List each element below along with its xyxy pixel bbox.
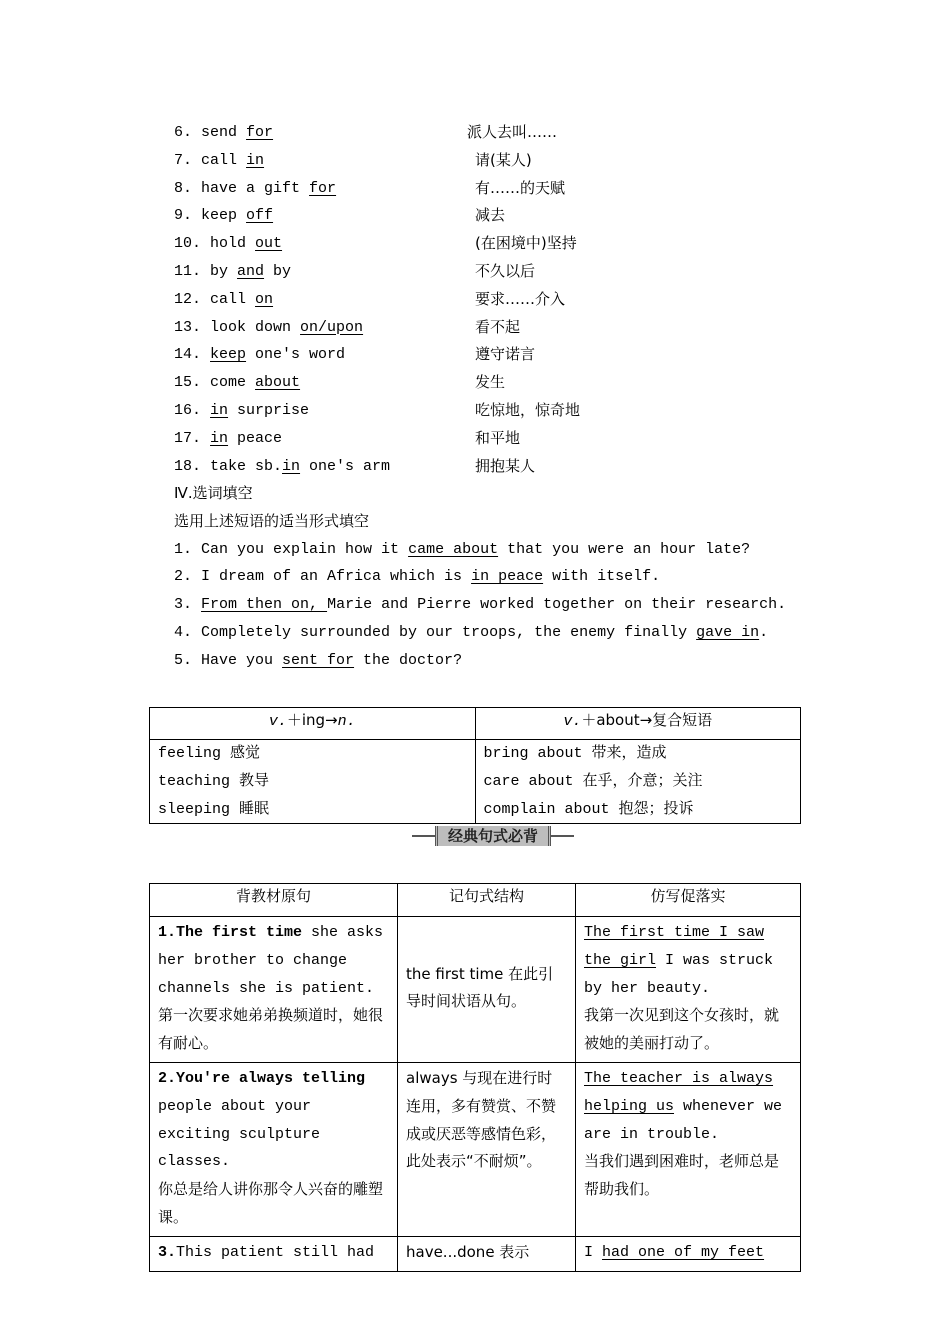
- fill-in-item: [174, 619, 834, 647]
- phrase-english: [174, 341, 345, 369]
- banner-title: 经典句式必背: [435, 826, 551, 846]
- phrase-text: keep: [192, 207, 247, 225]
- word-entry: teaching 教导: [158, 772, 270, 790]
- phrase-keyword: and: [237, 262, 265, 280]
- sentence-row: [150, 917, 801, 1063]
- fill-in-item: [174, 563, 834, 591]
- imitation-text: I was struck by her beauty.: [584, 951, 774, 997]
- original-sentence-cell: [150, 917, 398, 1063]
- item-text: Marie and Pierre worked together on their research.: [327, 596, 787, 614]
- phrase-meaning: 和平地: [475, 428, 521, 447]
- phrase-meaning: (在困境中)坚持: [475, 234, 577, 253]
- item-number: 5.: [174, 651, 193, 669]
- phrase-text: come: [201, 374, 256, 392]
- word-entry: sleeping 睡眠: [158, 800, 270, 818]
- phrase-meaning: 要求……介入: [475, 289, 566, 308]
- phrase-meaning: 发生: [475, 373, 506, 392]
- section-banner: [412, 826, 574, 846]
- fill-in-items: [174, 536, 834, 675]
- phrase-keyword: for: [309, 179, 337, 197]
- imitation-text: whenever we are in trouble.: [584, 1097, 783, 1143]
- phrase-text: [201, 402, 210, 419]
- word-entry: bring about 带来，造成: [483, 745, 667, 762]
- original-text: This patient still had: [176, 1243, 375, 1261]
- section-fill-in: [174, 480, 834, 675]
- phrase-meaning: 看不起: [475, 317, 521, 336]
- fill-in-item: [174, 591, 834, 619]
- imitation-answer: The teacher is always helping us: [584, 1069, 774, 1115]
- phrase-number: 10.: [174, 235, 202, 253]
- original-key: 3.: [158, 1243, 177, 1261]
- phrase-number: 18.: [174, 457, 202, 475]
- item-text: I dream of an Africa which is: [192, 568, 472, 586]
- phrase-english: [174, 147, 264, 175]
- item-answer: sent for: [282, 651, 355, 669]
- phrase-item: [174, 397, 814, 425]
- item-text: [192, 596, 201, 613]
- phrase-english: [174, 453, 390, 481]
- phrase-meaning: 遵守诺言: [475, 345, 536, 364]
- phrase-meaning: 吃惊地，惊奇地: [475, 400, 581, 419]
- phrase-meaning: 减去: [475, 206, 506, 225]
- phrase-number: 11.: [174, 262, 202, 280]
- section-instruction: 选用上述短语的适当形式填空: [174, 511, 370, 530]
- item-answer: From then on,: [201, 596, 328, 614]
- phrase-meaning: 不久以后: [475, 261, 536, 280]
- phrase-item: [174, 341, 814, 369]
- phrase-item: [174, 119, 814, 147]
- item-text: with itself.: [543, 568, 661, 586]
- section-heading: Ⅳ.选词填空: [174, 484, 253, 502]
- imitation-text: I: [584, 1243, 603, 1261]
- phrase-list: [174, 119, 814, 480]
- phrase-keyword: off: [246, 207, 274, 225]
- item-text: Have you: [192, 651, 283, 669]
- header-v: v.: [268, 713, 287, 730]
- phrase-keyword: in: [282, 457, 301, 475]
- sentence-header-imit: 仿写促落实: [576, 884, 801, 917]
- phrase-english: [174, 175, 336, 203]
- phrase-item: [174, 175, 814, 203]
- phrase-keyword: out: [255, 235, 283, 253]
- phrase-english: [174, 258, 291, 286]
- phrase-text: one's word: [246, 346, 346, 364]
- item-answer: in peace: [471, 568, 544, 586]
- item-text: .: [759, 623, 769, 641]
- phrase-english: [174, 314, 363, 342]
- word-entry: care about 在乎，介意；关注: [483, 772, 703, 790]
- phrase-text: have a gift: [192, 179, 310, 197]
- structure-note: the first time 在此引导时间状语从句。: [406, 964, 554, 1011]
- original-sentence: [158, 1239, 389, 1267]
- item-text: that you were an hour late?: [498, 540, 751, 558]
- structure-cell: [398, 917, 576, 1063]
- imitation-translation: 当我们遇到困难时，老师总是帮助我们。: [584, 1152, 780, 1199]
- phrase-keyword: on: [255, 290, 274, 308]
- phrase-item: [174, 369, 814, 397]
- original-sentence: [158, 1065, 389, 1176]
- imitation-cell: [576, 1062, 801, 1236]
- phrase-text: take sb.: [201, 457, 283, 475]
- phrase-meaning: 派人去叫……: [467, 123, 558, 141]
- phrase-number: 17.: [174, 429, 202, 447]
- word-table-header-right: [475, 708, 801, 740]
- phrase-text: surprise: [228, 401, 310, 419]
- fill-in-item: [174, 536, 834, 564]
- phrase-text: [201, 430, 210, 447]
- phrase-english: [174, 369, 300, 397]
- word-table-left-cell: [150, 740, 476, 824]
- word-entry: complain about 抱怨；投诉: [483, 800, 694, 818]
- item-answer: gave in: [696, 623, 760, 641]
- original-translation: 第一次要求她弟弟换频道时，她很有耐心。: [158, 1006, 384, 1053]
- phrase-item: [174, 202, 814, 230]
- item-number: 4.: [174, 623, 193, 641]
- phrase-number: 15.: [174, 374, 202, 392]
- phrase-item: [174, 147, 814, 175]
- fill-in-item: [174, 647, 834, 675]
- phrase-text: hold: [201, 235, 256, 253]
- phrase-keyword: in: [246, 151, 265, 169]
- imitation-answer: The first time I saw the girl: [584, 924, 765, 969]
- phrase-meaning: 有……的天赋: [475, 178, 566, 197]
- phrase-number: 8.: [174, 179, 193, 197]
- word-formation-table: [149, 707, 801, 824]
- imitation-answer: had one of my feet: [602, 1243, 765, 1261]
- phrase-number: 12.: [174, 290, 202, 308]
- phrase-text: look down: [201, 318, 301, 336]
- word-table-header-left: [150, 708, 476, 740]
- item-text: Can you explain how it: [192, 540, 409, 558]
- phrase-text: one's arm: [300, 457, 391, 475]
- item-number: 1.: [174, 540, 193, 558]
- item-answer: came about: [408, 540, 499, 558]
- original-sentence-cell: [150, 1062, 398, 1236]
- imitation-sentence: [584, 919, 792, 1002]
- phrase-number: 16.: [174, 401, 202, 419]
- phrase-item: [174, 425, 814, 453]
- structure-note: have...done 表示: [406, 1242, 530, 1261]
- phrase-text: by: [264, 262, 292, 280]
- phrase-keyword: on/upon: [300, 318, 364, 336]
- original-sentence-cell: [150, 1236, 398, 1271]
- phrase-item: [174, 230, 814, 258]
- phrase-keyword: in: [210, 401, 229, 419]
- word-entry: feeling 感觉: [158, 745, 261, 762]
- phrase-text: by: [201, 262, 238, 280]
- structure-note: always 与现在进行时连用，多有赞赏、不赞成或厌恶等感情色彩，此处表示“不耐烦”。: [406, 1068, 557, 1171]
- phrase-meaning: 拥抱某人: [475, 456, 536, 475]
- word-table-right-cell: [475, 740, 801, 824]
- phrase-keyword: for: [246, 124, 274, 141]
- item-number: 2.: [174, 568, 193, 586]
- phrase-english: [174, 397, 309, 425]
- phrase-text: send: [192, 124, 247, 141]
- imitation-cell: [576, 1236, 801, 1271]
- item-text: the doctor?: [354, 651, 463, 669]
- header-right-rest: ＋about→复合短语: [581, 711, 713, 729]
- imitation-sentence: [584, 1065, 792, 1148]
- phrase-number: 13.: [174, 318, 202, 336]
- header-n: n.: [337, 713, 356, 730]
- phrase-keyword: keep: [210, 346, 247, 364]
- phrase-english: [174, 286, 273, 314]
- structure-cell: [398, 1236, 576, 1271]
- imitation-cell: [576, 917, 801, 1063]
- header-v-right: v.: [563, 713, 582, 730]
- phrase-english: [174, 202, 273, 230]
- phrase-item: [174, 314, 814, 342]
- phrase-text: call: [201, 290, 256, 308]
- sentence-pattern-table: [149, 883, 801, 1272]
- item-text: Completely surrounded by our troops, the enemy finally: [192, 623, 697, 641]
- phrase-number: 7.: [174, 151, 193, 169]
- phrase-keyword: about: [255, 374, 301, 392]
- original-translation: 你总是给人讲你那令人兴奋的雕塑课。: [158, 1180, 384, 1226]
- sentence-header-struct: 记句式结构: [398, 884, 576, 917]
- sentence-row: [150, 1062, 801, 1236]
- structure-cell: [398, 1062, 576, 1236]
- sentence-header-orig: 背教材原句: [150, 884, 398, 917]
- original-text: she asks her brother to change channels she is patient.: [158, 924, 384, 997]
- imitation-translation: 我第一次见到这个女孩时，就被她的美丽打动了。: [584, 1006, 780, 1053]
- phrase-keyword: in: [210, 429, 229, 447]
- phrase-meaning: 请(某人): [475, 150, 532, 169]
- phrase-english: [174, 425, 282, 453]
- sentence-row: [150, 1236, 801, 1271]
- imitation-sentence: [584, 1239, 792, 1267]
- phrase-english: [174, 230, 282, 258]
- phrase-text: call: [192, 151, 247, 169]
- phrase-item: [174, 286, 814, 314]
- original-sentence: [158, 919, 389, 1002]
- item-number: 3.: [174, 596, 193, 614]
- header-mid: ＋ing→: [286, 711, 338, 729]
- phrase-number: 14.: [174, 346, 202, 364]
- phrase-number: 9.: [174, 207, 193, 225]
- phrase-english: [174, 119, 273, 147]
- phrase-item: [174, 258, 814, 286]
- phrase-item: [174, 453, 814, 481]
- phrase-text: peace: [228, 429, 283, 447]
- phrase-text: [201, 346, 210, 363]
- original-key: 2.You're always telling: [158, 1069, 366, 1087]
- original-text: people about your exciting sculpture classes.: [158, 1097, 321, 1171]
- phrase-number: 6.: [174, 124, 193, 141]
- original-key: 1.The first time: [158, 924, 303, 941]
